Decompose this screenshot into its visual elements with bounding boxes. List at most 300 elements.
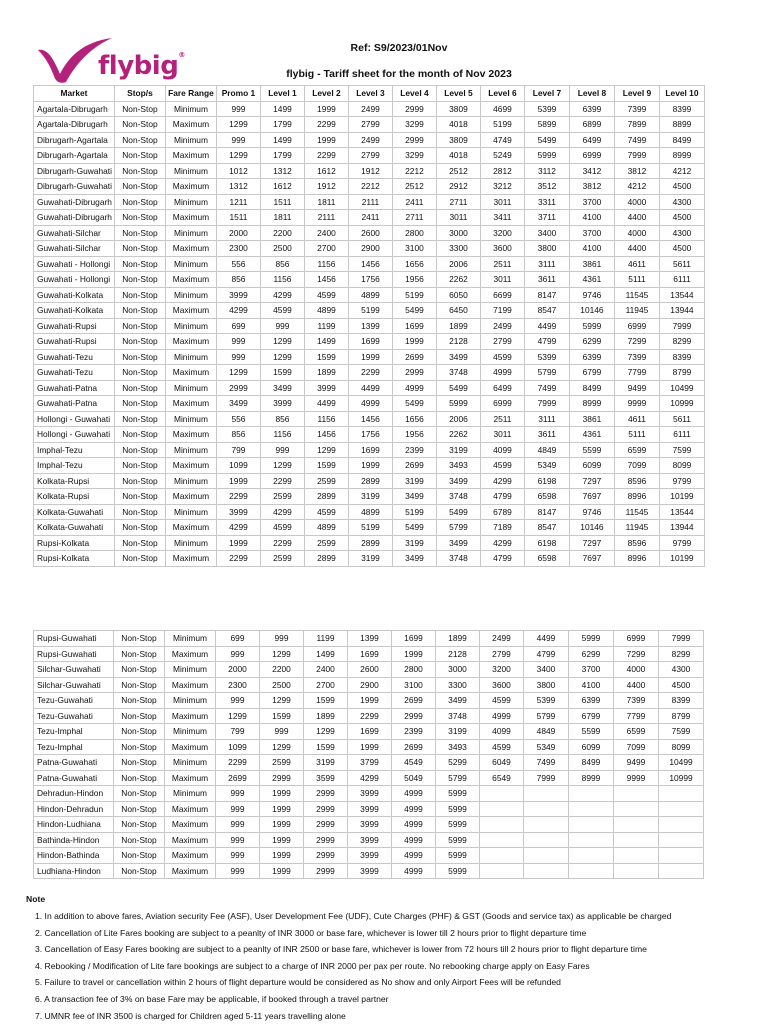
fare-cell: 10499 [659,755,704,771]
fare-cell: 4999 [348,396,392,412]
fare-cell: 2700 [304,241,348,257]
fare-cell: 2999 [260,770,304,786]
fare-cell: 3493 [436,739,480,755]
fare-range-cell: Maximum [165,801,216,817]
fare-cell: 8399 [659,349,704,365]
fare-cell: 10999 [659,396,704,412]
table-row [34,551,705,567]
fare-cell: 2599 [260,755,304,771]
market-cell: Rupsi-Kolkata [34,551,115,567]
fare-cell: 8299 [659,646,704,662]
market-cell: Rupsi-Guwahati [34,631,114,647]
fare-cell: 4100 [569,210,614,226]
fare-range-cell: Maximum [165,489,216,505]
fare-cell: 7297 [569,473,614,489]
fare-cell: 4300 [659,662,704,678]
fare-cell: 1599 [304,739,348,755]
market-cell: Patna-Guwahati [34,770,114,786]
stops-cell: Non-Stop [114,631,165,647]
fare-cell: 4300 [659,194,704,210]
fare-cell: 6099 [569,739,614,755]
market-cell: Hollongi - Guwahati [34,411,115,427]
fare-cell: 7297 [569,535,614,551]
fare-cell: 2400 [304,225,348,241]
fare-cell: 6111 [659,427,704,443]
fare-cell: 799 [216,442,260,458]
fare-cell: 3999 [348,848,392,864]
fare-range-cell: Maximum [165,551,216,567]
fare-cell: 4611 [614,256,659,272]
fare-cell: 4599 [304,287,348,303]
fare-cell: 3861 [569,256,614,272]
fare-cell: 7399 [614,349,659,365]
fare-cell: 1299 [216,148,260,164]
table-row [34,210,705,226]
fare-cell: 9799 [659,473,704,489]
fare-cell: 4300 [659,225,704,241]
fare-cell: 2900 [348,241,392,257]
fare-range-cell: Maximum [165,179,216,195]
fare-cell: 1199 [304,318,348,334]
fare-cell: 8799 [659,365,704,381]
fare-cell: 5799 [524,365,569,381]
fare-cell: 13544 [659,504,704,520]
fare-cell: 5611 [659,256,704,272]
fare-cell: 2799 [348,148,392,164]
fare-cell: 5399 [524,693,569,709]
fare-cell: 4999 [480,365,524,381]
fare-cell: 6799 [569,708,614,724]
fare-cell: 1899 [304,365,348,381]
fare-cell [614,817,659,833]
market-cell: Rupsi-Kolkata [34,535,115,551]
fare-cell: 1912 [348,163,392,179]
reference-number: Ref: S9/2023/01Nov [350,42,448,54]
fare-cell: 5999 [436,786,480,802]
fare-cell: 1999 [392,646,436,662]
fare-cell: 6549 [480,770,524,786]
fare-cell: 3999 [304,380,348,396]
fare-cell: 2899 [304,551,348,567]
fare-cell [659,863,704,879]
fare-cell: 1299 [260,646,304,662]
fare-range-cell: Maximum [165,646,216,662]
fare-cell: 3600 [480,677,524,693]
table-row [34,863,704,879]
fare-cell: 2999 [392,101,436,117]
fare-cell: 2200 [260,225,304,241]
fare-cell [480,863,524,879]
fare-cell: 4999 [392,863,436,879]
fare-cell: 3499 [392,489,436,505]
market-cell: Imphal-Tezu [34,442,115,458]
fare-cell: 3411 [480,210,524,226]
column-header: Fare Range [165,86,216,102]
fare-cell: 8499 [659,132,704,148]
market-cell: Ludhiana-Hindon [34,863,114,879]
fare-range-cell: Maximum [165,365,216,381]
fare-cell: 5999 [436,863,480,879]
fare-cell: 2212 [348,179,392,195]
fare-range-cell: Minimum [165,163,216,179]
fare-cell: 6050 [436,287,480,303]
fare-cell: 2999 [304,832,348,848]
fare-cell: 4599 [480,349,524,365]
fare-cell: 5999 [436,396,480,412]
fare-cell: 2411 [348,210,392,226]
fare-cell: 2699 [392,349,436,365]
fare-cell: 856 [216,272,260,288]
fare-cell: 4849 [524,442,569,458]
fare-cell: 2599 [260,489,304,505]
table-row [34,303,705,319]
fare-cell: 6049 [480,755,524,771]
fare-cell: 2300 [216,241,260,257]
fare-cell: 7999 [659,631,704,647]
fare-cell: 4500 [659,210,704,226]
fare-cell: 2111 [304,210,348,226]
stops-cell: Non-Stop [114,817,165,833]
fare-cell: 5999 [436,817,480,833]
fare-cell: 4499 [524,318,569,334]
fare-cell: 6999 [569,148,614,164]
market-cell: Kolkata-Rupsi [34,473,115,489]
fare-cell: 4611 [614,411,659,427]
fare-range-cell: Maximum [165,677,216,693]
fare-cell: 1199 [304,631,348,647]
fare-cell: 1299 [260,458,304,474]
fare-cell: 2299 [348,708,392,724]
fare-cell: 4799 [480,489,524,505]
fare-cell: 2599 [260,551,304,567]
fare-cell: 1699 [348,442,392,458]
fare-cell: 5499 [524,132,569,148]
fare-cell: 8799 [659,708,704,724]
market-cell: Dehradun-Hindon [34,786,114,802]
fare-cell: 3600 [480,241,524,257]
fare-cell: 2699 [392,693,436,709]
market-cell: Hollongi - Guwahati [34,427,115,443]
stops-cell: Non-Stop [114,520,165,536]
stops-cell: Non-Stop [114,442,165,458]
fare-cell: 4999 [392,832,436,848]
fare-cell: 2511 [480,256,524,272]
fare-cell: 999 [260,442,304,458]
fare-cell: 1656 [392,256,436,272]
fare-cell: 7799 [614,365,659,381]
stops-cell: Non-Stop [114,458,165,474]
fare-cell: 7499 [524,380,569,396]
fare-cell: 1299 [260,334,304,350]
market-cell: Hindon-Bathinda [34,848,114,864]
market-cell: Guwahati-Patna [34,380,115,396]
fare-cell: 1499 [304,334,348,350]
note-item: 3. Cancellation of Easy Fares booking are subject to a peanlty of INR 2500 or base fare, whichever is lower from 72 hours till 2 hours prior to flight departure time [35,944,647,955]
fare-cell: 2000 [216,225,260,241]
market-cell: Silchar-Guwahati [34,677,114,693]
column-header: Level 3 [348,86,392,102]
fare-cell: 7599 [659,724,704,740]
fare-cell: 3800 [524,241,569,257]
fare-cell: 2711 [392,210,436,226]
fare-range-cell: Minimum [165,786,216,802]
stops-cell: Non-Stop [114,411,165,427]
fare-cell: 999 [260,318,304,334]
fare-cell: 3999 [348,801,392,817]
table-row [34,396,705,412]
table-row [34,256,705,272]
fare-cell: 5999 [436,801,480,817]
fare-cell: 4500 [659,241,704,257]
fare-range-cell: Minimum [165,693,216,709]
market-cell: Guwahati-Rupsi [34,334,115,350]
fare-cell: 1499 [260,101,304,117]
table-row [34,365,705,381]
fare-cell: 4549 [392,755,436,771]
column-header: Market [34,86,115,102]
fare-cell: 4299 [480,473,524,489]
fare-cell: 9799 [659,535,704,551]
fare-cell: 999 [216,101,260,117]
fare-cell: 1999 [260,801,304,817]
fare-cell: 10146 [569,303,614,319]
table-row [34,334,705,350]
fare-cell: 2999 [304,848,348,864]
note-item: 7. UMNR fee of INR 3500 is charged for Children aged 5-11 years travelling alone [35,1010,346,1021]
fare-range-cell: Minimum [165,318,216,334]
market-cell: Guwahati-Silchar [34,241,115,257]
fare-cell: 3199 [304,755,348,771]
fare-cell: 4699 [480,101,524,117]
tariff-table-2 [33,630,704,879]
fare-range-cell: Minimum [165,724,216,740]
fare-cell [569,801,614,817]
fare-cell: 4000 [614,194,659,210]
fare-cell: 1456 [304,427,348,443]
fare-cell: 2999 [304,801,348,817]
stops-cell: Non-Stop [114,256,165,272]
fare-cell: 6499 [480,380,524,396]
fare-cell: 4999 [392,380,436,396]
fare-cell: 5599 [569,442,614,458]
fare-cell: 7999 [659,318,704,334]
table-row [34,739,704,755]
fare-cell: 3199 [436,442,480,458]
fare-cell: 8399 [659,693,704,709]
stops-cell: Non-Stop [114,210,165,226]
fare-cell: 3199 [436,724,480,740]
fare-range-cell: Minimum [165,535,216,551]
table-row [34,801,704,817]
notes-section [26,894,756,1024]
fare-range-cell: Maximum [165,832,216,848]
fare-range-cell: Maximum [165,117,216,133]
fare-cell: 1756 [348,427,392,443]
market-cell: Dibrugarh-Guwahati [34,179,115,195]
fare-cell: 7697 [569,489,614,505]
fare-cell: 2006 [436,256,480,272]
fare-cell: 11945 [614,303,659,319]
table-row [34,132,705,148]
fare-cell: 1612 [304,163,348,179]
fare-cell: 3512 [524,179,569,195]
fare-cell: 4599 [304,504,348,520]
fare-cell: 4799 [524,646,569,662]
fare-range-cell: Minimum [165,473,216,489]
fare-cell: 1811 [260,210,304,226]
fare-cell: 6599 [614,724,659,740]
fare-cell: 1756 [348,272,392,288]
fare-cell: 4018 [436,117,480,133]
fare-cell [659,832,704,848]
fare-cell: 6299 [569,646,614,662]
fare-cell: 9746 [569,287,614,303]
column-header: Promo 1 [216,86,260,102]
fare-cell: 6999 [614,631,659,647]
fare-range-cell: Minimum [165,442,216,458]
fare-cell: 3748 [436,365,480,381]
market-cell: Agartala-Dibrugarh [34,101,115,117]
stops-cell: Non-Stop [114,770,165,786]
fare-cell: 856 [260,411,304,427]
table-row [34,832,704,848]
fare-cell: 3112 [524,163,569,179]
fare-cell: 2711 [436,194,480,210]
fare-cell [614,863,659,879]
fare-cell: 3599 [304,770,348,786]
fare-cell [614,848,659,864]
fare-cell: 10999 [659,770,704,786]
fare-cell: 5399 [524,349,569,365]
fare-cell: 2299 [304,117,348,133]
stops-cell: Non-Stop [114,848,165,864]
fare-cell [569,786,614,802]
market-cell: Guwahati-Kolkata [34,303,115,319]
fare-cell: 4599 [480,458,524,474]
table-row [34,693,704,709]
fare-cell: 2511 [480,411,524,427]
fare-cell: 3499 [436,349,480,365]
fare-cell: 2799 [480,334,524,350]
fare-cell: 2999 [216,380,260,396]
fare-cell: 4212 [614,179,659,195]
fare-cell: 4999 [392,848,436,864]
fare-cell: 799 [216,724,260,740]
fare-cell: 2299 [216,489,260,505]
fare-cell: 4299 [348,770,392,786]
fare-cell: 1999 [260,817,304,833]
fare-cell [659,848,704,864]
fare-cell: 2512 [436,163,480,179]
fare-cell: 8147 [524,504,569,520]
fare-cell: 6111 [659,272,704,288]
fare-cell: 6198 [524,535,569,551]
fare-cell [524,786,569,802]
fare-cell: 4599 [480,693,524,709]
fare-cell: 5049 [392,770,436,786]
table-row [34,411,705,427]
fare-cell: 5111 [614,427,659,443]
fare-cell: 1499 [304,646,348,662]
stops-cell: Non-Stop [114,318,165,334]
fare-cell: 3111 [524,411,569,427]
fare-cell: 1699 [392,631,436,647]
fare-cell: 2212 [392,163,436,179]
fare-cell: 1999 [260,848,304,864]
stops-cell: Non-Stop [114,287,165,303]
fare-cell: 2299 [260,535,304,551]
fare-cell: 7799 [614,708,659,724]
market-cell: Dibrugarh-Agartala [34,132,115,148]
fare-cell: 1599 [260,365,304,381]
fare-cell: 3700 [569,225,614,241]
stops-cell: Non-Stop [114,241,165,257]
fare-cell: 999 [216,817,260,833]
fare-range-cell: Maximum [165,848,216,864]
fare-cell [614,832,659,848]
fare-cell: 3199 [348,489,392,505]
fare-cell: 4212 [659,163,704,179]
stops-cell: Non-Stop [114,662,165,678]
fare-cell: 1299 [216,365,260,381]
fare-cell: 2999 [392,708,436,724]
fare-cell: 11945 [614,520,659,536]
fare-cell [569,832,614,848]
fare-cell: 8547 [524,303,569,319]
fare-cell: 6899 [569,117,614,133]
fare-cell: 7499 [524,755,569,771]
fare-range-cell: Minimum [165,287,216,303]
fare-cell: 999 [260,631,304,647]
table-row [34,755,704,771]
fare-cell: 999 [216,801,260,817]
fare-cell: 3199 [392,535,436,551]
fare-cell: 1899 [436,318,480,334]
fare-range-cell: Maximum [165,272,216,288]
fare-cell: 4999 [480,708,524,724]
stops-cell: Non-Stop [114,551,165,567]
fare-cell: 5599 [569,724,614,740]
fare-cell: 2800 [392,662,436,678]
fare-cell: 7299 [614,646,659,662]
fare-cell: 5999 [569,318,614,334]
fare-cell: 5499 [436,380,480,396]
fare-cell: 3861 [569,411,614,427]
fare-cell [480,801,524,817]
fare-cell: 4400 [614,677,659,693]
stops-cell: Non-Stop [114,148,165,164]
fare-cell: 8899 [659,117,704,133]
fare-cell: 5999 [436,832,480,848]
market-cell: Kolkata-Guwahati [34,520,115,536]
fare-cell: 6399 [569,349,614,365]
market-cell: Guwahati-Dibrugarh [34,210,115,226]
fare-cell: 6799 [569,365,614,381]
fare-cell: 13944 [659,520,704,536]
fare-cell [524,848,569,864]
fare-cell: 1699 [392,318,436,334]
market-cell: Guwahati - Hollongi [34,256,115,272]
table-row [34,770,704,786]
fare-cell: 1299 [260,739,304,755]
market-cell: Guwahati-Tezu [34,349,115,365]
column-header: Level 7 [524,86,569,102]
column-header: Level 9 [614,86,659,102]
fare-cell: 556 [216,411,260,427]
fare-cell: 2799 [348,117,392,133]
market-cell: Agartala-Dibrugarh [34,117,115,133]
fare-cell: 3999 [348,786,392,802]
